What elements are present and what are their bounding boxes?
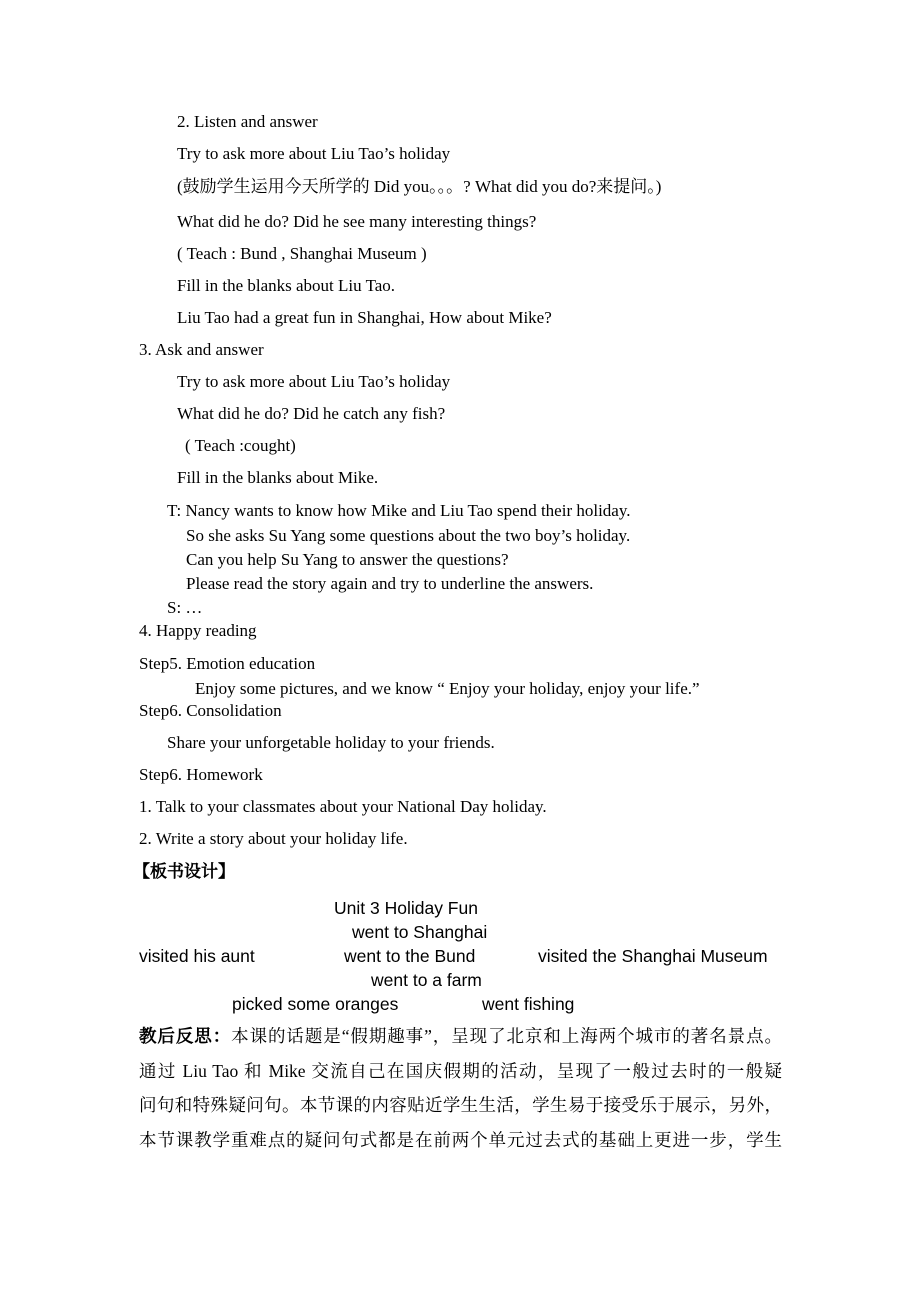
text-line: Please read the story again and try to underline the answers. [186, 574, 594, 593]
section-heading: 2. Listen and answer [177, 112, 318, 131]
text-line: Can you help Su Yang to answer the questions? [186, 550, 509, 569]
board-item: went fishing [482, 994, 575, 1014]
reflection-line: 问句和特殊疑问句。本节课的内容贴近学生生活，学生易于接受乐于展示，另外， [139, 1095, 782, 1115]
text-line: (鼓励学生运用今天所学的 Did you。。。? What did you do?来提问。) [177, 177, 662, 196]
text-line: ( Teach : Bund , Shanghai Museum ) [177, 244, 427, 263]
board-item: visited the Shanghai Museum [538, 946, 768, 966]
reflection-label: 教后反思： [139, 1026, 232, 1046]
reflection-line: 通过 Liu Tao 和 Mike 交流自己在国庆假期的活动，呈现了一般过去时的一般疑 [139, 1061, 782, 1081]
text-line: T: Nancy wants to know how Mike and Liu Tao spend their holiday. [167, 501, 631, 520]
text-line: 2. Write a story about your holiday life. [139, 829, 408, 848]
board-item: visited his aunt [139, 946, 255, 966]
section-heading: Step5. Emotion education [139, 654, 316, 673]
text-line: So she asks Su Yang some questions about the two boy’s holiday. [186, 526, 631, 545]
section-heading: 4. Happy reading [139, 621, 257, 640]
text-line: Fill in the blanks about Mike. [177, 468, 379, 487]
text-line: Fill in the blanks about Liu Tao. [177, 276, 396, 295]
board-title: Unit 3 Holiday Fun [334, 898, 478, 918]
board-item: went to the Bund [344, 946, 476, 966]
text-line: Share your unforgetable holiday to your friends. [167, 733, 495, 752]
reflection-text: 本课的话题是“假期趣事”，呈现了北京和上海两个城市的著名景点。 [231, 1026, 782, 1046]
text-line: What did he do? Did he see many interesting things? [177, 212, 537, 231]
text-line: Liu Tao had a great fun in Shanghai, How about Mike? [177, 308, 552, 327]
text-line: Try to ask more about Liu Tao’s holiday [177, 372, 451, 391]
text-line: What did he do? Did he catch any fish? [177, 404, 446, 423]
section-heading: Step6. Consolidation [139, 701, 282, 720]
text-line: Try to ask more about Liu Tao’s holiday [177, 144, 451, 163]
section-heading: Step6. Homework [139, 765, 263, 784]
board-heading: 【板书设计】 [133, 862, 235, 881]
reflection-line [139, 1025, 782, 1047]
text-line: S: … [167, 598, 203, 617]
board-item: went to a farm [371, 970, 482, 990]
reflection-line: 本节课教学重难点的疑问句式都是在前两个单元过去式的基础上更进一步，学生 [139, 1130, 782, 1150]
text-line: Enjoy some pictures, and we know “ Enjoy your holiday, enjoy your life.” [195, 679, 700, 698]
board-item: picked some oranges [232, 994, 399, 1014]
text-line: ( Teach :cought) [185, 436, 296, 455]
text-line: 1. Talk to your classmates about your National Day holiday. [139, 797, 547, 816]
section-heading: 3. Ask and answer [139, 340, 264, 359]
board-item: went to Shanghai [352, 922, 488, 942]
